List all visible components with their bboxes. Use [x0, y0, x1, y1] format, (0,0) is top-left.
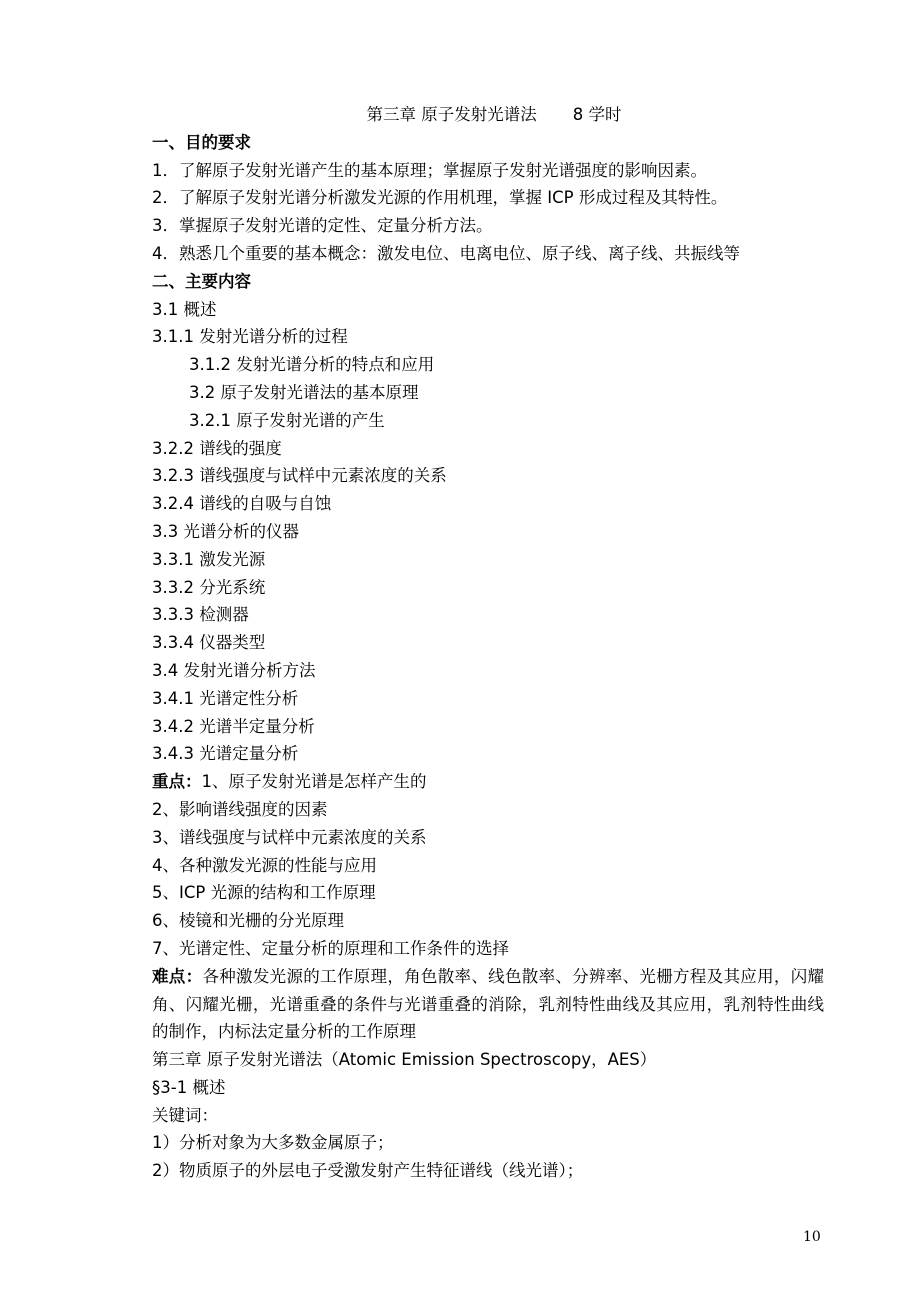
- section-heading-contents: 二、主要内容: [152, 271, 251, 291]
- contents-item: 3.4 发射光谱分析方法: [152, 660, 316, 680]
- contents-item: 3.4.2 光谱半定量分析: [152, 716, 315, 736]
- chapter-title-text: 第三章 原子发射光谱法: [366, 105, 537, 124]
- keyword-item: 1）分析对象为大多数金属原子；: [152, 1133, 394, 1153]
- difficulties-text: 各种激发光源的工作原理，角色散率、线色散率、分辨率、光栅方程及其应用，闪耀角、闪耀光栅，光谱重叠的条件与光谱重叠的消除，乳剂特性曲线及其应用，乳剂特性曲线的制作，内标法定量分析的工作原理: [152, 966, 825, 1042]
- contents-item: 3.2.1 原子发射光谱的产生: [189, 410, 385, 430]
- chapter-title: [152, 101, 824, 129]
- document-body: [152, 101, 824, 1185]
- objective-item: 3．掌握原子发射光谱的定性、定量分析方法。: [152, 216, 493, 236]
- key-point-item: 1、原子发射光谱是怎样产生的: [201, 772, 427, 792]
- key-point-item: 3、谱线强度与试样中元素浓度的关系: [152, 827, 427, 847]
- contents-item: 3.4.1 光谱定性分析: [152, 688, 299, 708]
- section-heading-objectives: 一、目的要求: [152, 132, 251, 152]
- key-point-item: 4、各种激发光源的性能与应用: [152, 855, 377, 875]
- key-point-item: 7、光谱定性、定量分析的原理和工作条件的选择: [152, 938, 509, 958]
- key-point-item: 2、影响谱线强度的因素: [152, 799, 328, 819]
- key-point-item: 6、棱镜和光栅的分光原理: [152, 911, 344, 931]
- objective-item: 1．了解原子发射光谱产生的基本原理；掌握原子发射光谱强度的影响因素。: [152, 160, 707, 180]
- objective-item: 2．了解原子发射光谱分析激发光源的作用机理，掌握 ICP 形成过程及其特性。: [152, 188, 728, 208]
- difficulties-label: 难点：: [152, 966, 203, 986]
- contents-item: 3.1.2 发射光谱分析的特点和应用: [189, 355, 435, 375]
- contents-item: 3.4.3 光谱定量分析: [152, 744, 299, 764]
- contents-item: 3.3.1 激发光源: [152, 549, 266, 569]
- contents-item: 3.2.4 谱线的自吸与自蚀: [152, 494, 332, 514]
- contents-item: 3.2.2 谱线的强度: [152, 438, 282, 458]
- contents-item: 3.3.4 仪器类型: [152, 633, 266, 653]
- contents-item: 3.1 概述: [152, 299, 217, 319]
- chapter-hours: 8 学时: [572, 105, 622, 124]
- contents-item: 3.1.1 发射光谱分析的过程: [152, 327, 348, 347]
- keywords-label: 关键词：: [152, 1105, 218, 1125]
- section-heading-line: §3-1 概述: [152, 1077, 226, 1097]
- contents-item: 3.2 原子发射光谱法的基本原理: [189, 382, 419, 402]
- contents-item: 3.2.3 谱线强度与试样中元素浓度的关系: [152, 466, 447, 486]
- chapter-heading-line: 第三章 原子发射光谱法（Atomic Emission Spectroscopy，AES）: [152, 1050, 657, 1070]
- key-point-item: 5、ICP 光源的结构和工作原理: [152, 883, 376, 903]
- difficulties-paragraph: [152, 963, 824, 1046]
- objective-item: 4．熟悉几个重要的基本概念：激发电位、电离电位、原子线、离子线、共振线等: [152, 243, 740, 263]
- contents-item: 3.3.2 分光系统: [152, 577, 266, 597]
- contents-item: 3.3.3 检测器: [152, 605, 249, 625]
- keyword-item: 2）物质原子的外层电子受激发射产生特征谱线（线光谱）；: [152, 1161, 584, 1181]
- contents-item: 3.3 光谱分析的仪器: [152, 521, 299, 541]
- key-points-first: [152, 768, 824, 796]
- key-points-label: 重点：: [152, 772, 202, 792]
- page-number: 10: [803, 1229, 821, 1245]
